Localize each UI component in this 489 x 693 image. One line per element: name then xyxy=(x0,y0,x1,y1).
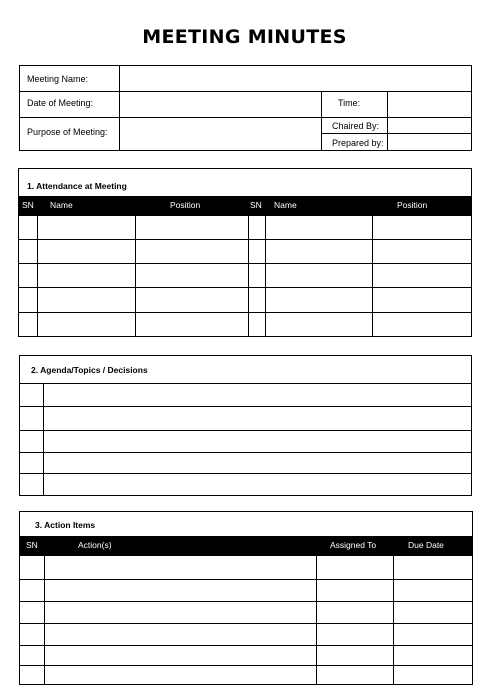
action-items-section-title: 3. Action Items xyxy=(35,520,96,530)
action-items-header-sn: SN xyxy=(26,540,38,550)
attendance-header-position-2: Position xyxy=(397,200,428,210)
time-label: Time: xyxy=(338,98,361,108)
meeting-info-table xyxy=(19,65,472,151)
date-of-meeting-field[interactable] xyxy=(120,92,321,117)
agenda-section-title: 2. Agenda/Topics / Decisions xyxy=(31,365,148,375)
attendance-header-sn-1: SN xyxy=(22,200,34,210)
action-items-entry-area[interactable] xyxy=(20,556,472,684)
attendance-section-title: 1. Attendance at Meeting xyxy=(27,181,127,191)
action-items-header-row xyxy=(20,536,472,556)
meeting-name-field[interactable] xyxy=(120,66,471,91)
agenda-section xyxy=(19,355,472,496)
attendance-header-name-1: Name xyxy=(50,200,73,210)
agenda-entry-area[interactable] xyxy=(20,384,471,495)
page-title: MEETING MINUTES xyxy=(142,26,347,48)
action-items-header-due-date: Due Date xyxy=(408,540,444,550)
prepared-by-label: Prepared by: xyxy=(332,138,384,148)
attendance-header-sn-2: SN xyxy=(250,200,262,210)
attendance-header-name-2: Name xyxy=(274,200,297,210)
meeting-name-label: Meeting Name: xyxy=(27,74,89,84)
date-of-meeting-label: Date of Meeting: xyxy=(27,98,94,108)
purpose-of-meeting-label: Purpose of Meeting: xyxy=(27,127,108,137)
attendance-header-position-1: Position xyxy=(170,200,201,210)
attendance-section xyxy=(18,168,472,337)
chaired-by-label: Chaired By: xyxy=(332,121,380,131)
action-items-section xyxy=(19,511,473,685)
chaired-by-field[interactable] xyxy=(388,118,471,133)
time-field[interactable] xyxy=(388,92,471,117)
attendance-header-row xyxy=(19,196,471,216)
action-items-header-assigned-to: Assigned To xyxy=(330,540,377,550)
attendance-entry-area[interactable] xyxy=(19,216,471,336)
action-items-header-actions: Action(s) xyxy=(78,540,112,550)
prepared-by-field[interactable] xyxy=(388,134,471,150)
purpose-of-meeting-field[interactable] xyxy=(120,118,321,150)
